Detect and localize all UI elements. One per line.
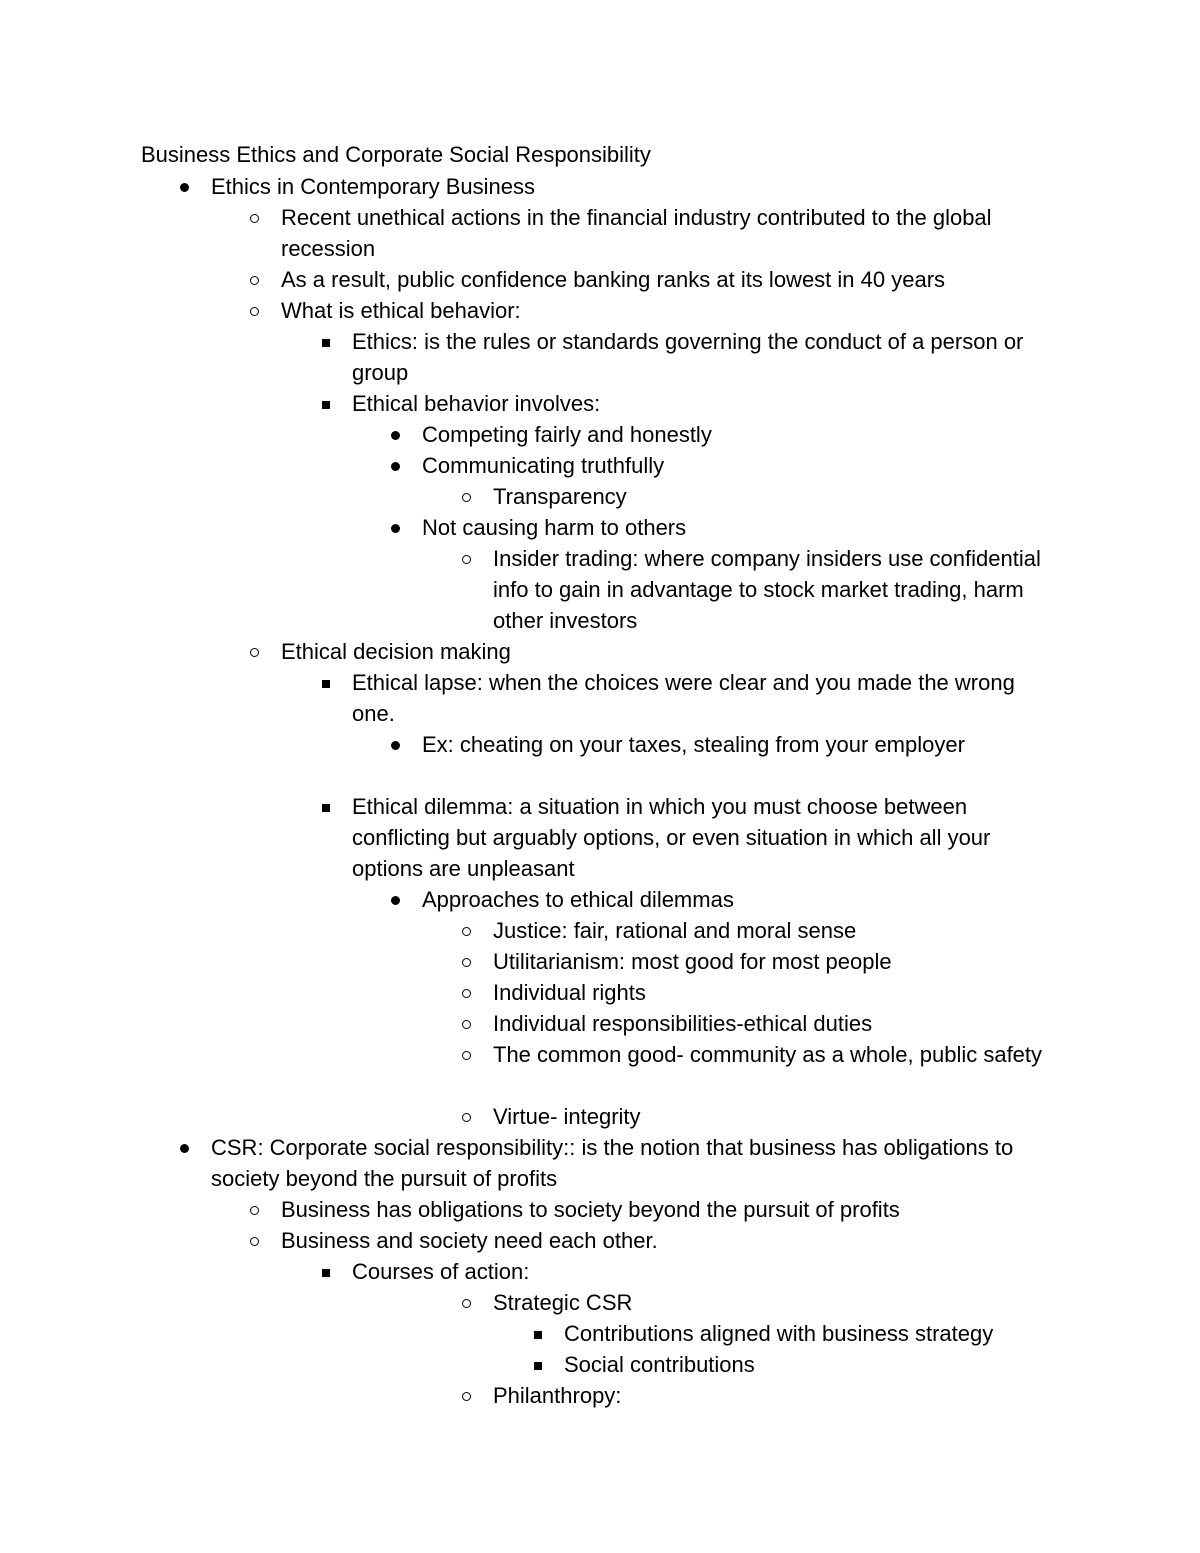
circle-bullet-icon [423, 915, 449, 946]
square-bullet-icon [282, 326, 308, 357]
circle-bullet-icon [211, 1225, 237, 1256]
list-item: Ethics in Contemporary Business [141, 171, 1051, 202]
list-item: Contributions aligned with business strategy [494, 1318, 1084, 1349]
list-item: Ethics: is the rules or standards governing the conduct of a person or group [282, 326, 1052, 388]
list-item: Ethical behavior involves: [282, 388, 1052, 419]
circle-bullet-icon [423, 1287, 449, 1318]
disc-bullet-icon [352, 729, 378, 760]
circle-bullet-icon [423, 1380, 449, 1411]
list-item: What is ethical behavior: [211, 295, 1051, 326]
circle-bullet-icon [211, 636, 237, 667]
list-item: Recent unethical actions in the financial industry contributed to the global recession [211, 202, 1051, 264]
circle-bullet-icon [423, 481, 449, 512]
list-item: Competing fairly and honestly [352, 419, 1042, 450]
circle-bullet-icon [423, 977, 449, 1008]
circle-bullet-icon [211, 202, 237, 233]
document-title: Business Ethics and Corporate Social Responsibility [141, 142, 651, 167]
disc-bullet-icon [141, 171, 167, 202]
disc-bullet-icon [352, 884, 378, 915]
list-item: The common good- community as a whole, public safety [423, 1039, 1053, 1070]
square-bullet-icon [282, 791, 308, 822]
square-bullet-icon [282, 1256, 308, 1287]
circle-bullet-icon [423, 946, 449, 977]
list-item: Virtue- integrity [423, 1101, 1053, 1132]
list-item: CSR: Corporate social responsibility:: is the notion that business has obligations to society beyond the pursuit of profits [141, 1132, 1051, 1194]
circle-bullet-icon [423, 1101, 449, 1132]
circle-bullet-icon [211, 295, 237, 326]
list-item: Not causing harm to others [352, 512, 1042, 543]
list-item: Justice: fair, rational and moral sense [423, 915, 1053, 946]
disc-bullet-icon [352, 512, 378, 543]
list-item: Transparency [423, 481, 1053, 512]
disc-bullet-icon [352, 419, 378, 450]
list-item: Business and society need each other. [211, 1225, 1051, 1256]
circle-bullet-icon [211, 1194, 237, 1225]
circle-bullet-icon [423, 543, 449, 574]
list-item: Communicating truthfully [352, 450, 1042, 481]
list-item: Individual responsibilities-ethical duties [423, 1008, 1053, 1039]
list-item: Insider trading: where company insiders use confidential info to gain in advantage to stock market trading, harm other investors [423, 543, 1053, 636]
square-bullet-icon [282, 388, 308, 419]
disc-bullet-icon [141, 1132, 167, 1163]
list-item: Ethical dilemma: a situation in which you must choose between conflicting but arguably options, or even situation in which all your options are unpleasant [282, 791, 1052, 884]
list-item: As a result, public confidence banking ranks at its lowest in 40 years [211, 264, 1051, 295]
circle-bullet-icon [211, 264, 237, 295]
list-item: Ethical lapse: when the choices were clear and you made the wrong one. [282, 667, 1052, 729]
list-item: Approaches to ethical dilemmas [352, 884, 1042, 915]
list-item: Ex: cheating on your taxes, stealing from your employer [352, 729, 1042, 760]
list-item: Utilitarianism: most good for most people [423, 946, 1053, 977]
list-item: Business has obligations to society beyond the pursuit of profits [211, 1194, 1051, 1225]
list-item: Social contributions [494, 1349, 1084, 1380]
circle-bullet-icon [423, 1039, 449, 1070]
list-item: Ethical decision making [211, 636, 1051, 667]
square-bullet-icon [494, 1349, 520, 1380]
list-item: Philanthropy: [423, 1380, 1053, 1411]
disc-bullet-icon [352, 450, 378, 481]
list-item: Individual rights [423, 977, 1053, 1008]
list-item: Strategic CSR [423, 1287, 1053, 1318]
list-item: Courses of action: [282, 1256, 1052, 1287]
square-bullet-icon [282, 667, 308, 698]
square-bullet-icon [494, 1318, 520, 1349]
circle-bullet-icon [423, 1008, 449, 1039]
